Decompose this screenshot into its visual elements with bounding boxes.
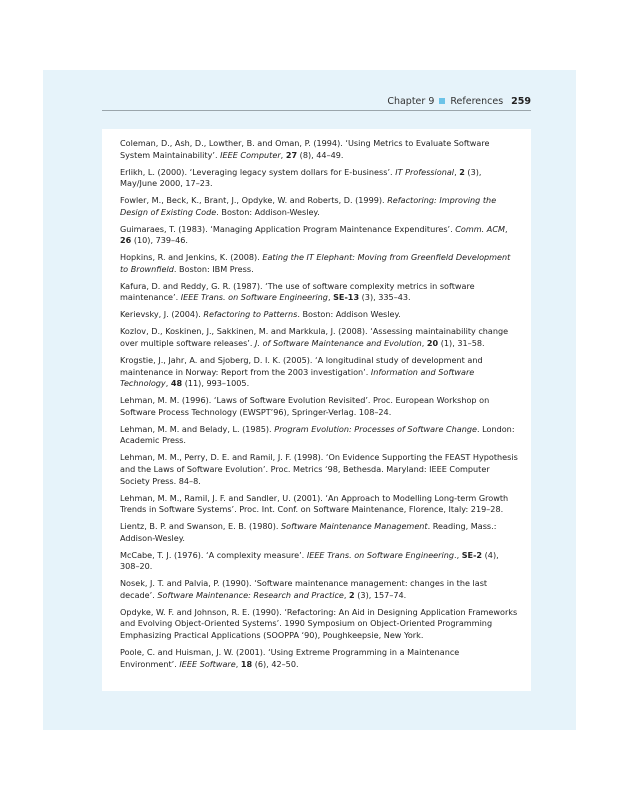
reference-text: . Boston: IBM Press.: [173, 263, 254, 274]
reference-volume: 2: [459, 166, 465, 177]
section-label: References: [450, 96, 504, 107]
reference-volume: 2: [349, 589, 355, 600]
reference-text: ,: [280, 149, 286, 160]
reference-text: . London: Academic Press.: [120, 423, 515, 446]
reference-title: Comm. ACM: [455, 223, 505, 234]
reference-text: ,: [165, 378, 171, 389]
reference-text: McCabe, T. J. (1976). ‘A complexity measure’.: [120, 549, 307, 560]
reference-text: Kozlov, D., Koskinen, J., Sakkinen, M. and Markkula, J. (2008). ‘Assessing maintainability change over multiple software releases’.: [120, 326, 509, 349]
reference-title: IEEE Trans. on Software Engineering: [306, 549, 454, 560]
reference-entry: [120, 281, 518, 304]
reference-entry: [120, 493, 518, 516]
reference-text: Erlikh, L. (2000). ‘Leveraging legacy system dollars for E-business’.: [120, 166, 396, 177]
page-number: 259: [511, 96, 531, 107]
reference-text: (1), 31–58.: [438, 338, 485, 349]
reference-text: Lientz, B. P. and Swanson, E. B. (1980).: [120, 521, 282, 532]
reference-entry: [120, 138, 518, 161]
reference-title: IEEE Computer: [220, 149, 281, 160]
reference-text: . Boston: Addison Wesley.: [297, 309, 401, 320]
reference-text: . Reading, Mass.: Addison-Wesley.: [120, 521, 497, 543]
reference-volume: SE-2: [461, 549, 483, 560]
reference-title: IT Professional: [395, 166, 455, 177]
reference-title: Software Maintenance: Research and Practice: [157, 589, 344, 600]
chapter-label: Chapter 9: [387, 96, 435, 107]
reference-text: .,: [454, 549, 462, 560]
reference-text: ,: [454, 166, 460, 177]
reference-entry: [120, 195, 518, 218]
reference-text: Fowler, M., Beck, K., Brant, J., Opdyke, W. and Roberts, D. (1999).: [120, 195, 388, 206]
reference-text: Krogstie, J., Jahr, A. and Sjoberg, D. I. K. (2005). ‘A longitudinal study of development and maintenance in Norway: Report from the 2003 investigation’.: [120, 355, 483, 377]
reference-title: Refactoring to Patterns: [203, 309, 298, 320]
square-bullet-icon: [439, 98, 445, 104]
reference-entry: [120, 550, 518, 573]
reference-text: ,: [343, 589, 350, 600]
reference-text: (11), 993–1005.: [182, 378, 250, 389]
reference-text: Coleman, D., Ash, D., Lowther, B. and Oman, P. (1994). ‘Using Metrics to Evaluate Software System Maintainability’.: [120, 138, 490, 160]
reference-entry: [120, 167, 518, 190]
reference-text: ,: [235, 658, 241, 669]
reference-entry: [120, 647, 518, 670]
reference-entry: [120, 521, 518, 544]
reference-text: (3), May/June 2000, 17–23.: [120, 166, 482, 189]
reference-title: Software Maintenance Management: [281, 521, 428, 532]
reference-text: Lehman, M. M. (1996). ‘Laws of Software Evolution Revisited’. Proc. European Workshop on Software Process Technology (EWSPT’96), Springer-Verlag. 108–24.: [120, 395, 490, 417]
reference-entry: [120, 326, 518, 349]
reference-text: (3), 157–74.: [354, 589, 407, 600]
reference-volume: 20: [426, 338, 439, 349]
reference-title: Information and Software Technology: [120, 366, 475, 389]
reference-entry: [120, 309, 518, 321]
reference-entry: [120, 607, 518, 642]
reference-list: [120, 138, 518, 676]
reference-text: ,: [421, 338, 427, 349]
reference-text: ,: [327, 292, 334, 303]
reference-title: J. of Software Maintenance and Evolution: [255, 338, 422, 349]
reference-entry: [120, 252, 518, 275]
running-header: [102, 96, 531, 111]
reference-text: (10), 739–46.: [131, 235, 188, 246]
reference-text: (6), 42–50.: [252, 658, 299, 669]
reference-title: Refactoring: Improving the Design of Existing Code: [120, 195, 497, 217]
reference-text: Kerievsky, J. (2004).: [120, 309, 204, 320]
reference-text: Lehman, M. M., Perry, D. E. and Ramil, J. F. (1998). ‘On Evidence Supporting the FEAST Hypothesis and the Laws of Software Evolution’. Proc. Metrics ‘98, Bethesda. Maryland: IEEE Computer Society Press. 84–8.: [120, 452, 518, 486]
reference-volume: SE-13: [333, 292, 360, 303]
reference-text: (3), 335–43.: [359, 292, 411, 303]
reference-volume: 18: [240, 658, 253, 669]
reference-title: Eating the IT Elephant: Moving from Greenfield Development to Brownfield: [120, 252, 511, 274]
reference-text: Opdyke, W. F. and Johnson, R. E. (1990). ‘Refactoring: An Aid in Designing Application Frameworks and Evolving Object-Oriented Systems’. 1990 Symposium on Object-Oriented Programming Emphasizing Practical Applications (SOOPPA ‘90), Poughkeepsie, New York.: [120, 606, 518, 641]
reference-text: (4), 308–20.: [120, 549, 499, 572]
reference-volume: 48: [170, 378, 183, 389]
reference-text: ,: [504, 223, 508, 234]
reference-entry: [120, 224, 518, 247]
reference-text: Nosek, J. T. and Palvia, P. (1990). ‘Software maintenance management: changes in the last decade’.: [120, 578, 488, 600]
reference-title: Program Evolution: Processes of Software Change: [274, 423, 477, 434]
reference-text: Poole, C. and Huisman, J. W. (2001). ‘Using Extreme Programming in a Maintenance Environment’.: [120, 647, 460, 669]
reference-title: IEEE Trans. on Software Engineering: [180, 292, 328, 303]
reference-title: IEEE Software: [179, 658, 236, 669]
reference-volume: 27: [285, 149, 298, 160]
reference-text: (8), 44–49.: [297, 149, 344, 160]
reference-entry: [120, 452, 518, 487]
reference-text: Kafura, D. and Reddy, G. R. (1987). ‘The use of software complexity metrics in software maintenance’.: [120, 280, 475, 303]
reference-entry: [120, 395, 518, 418]
reference-entry: [120, 578, 518, 601]
reference-text: Lehman, M. M. and Belady, L. (1985).: [120, 423, 275, 434]
reference-entry: [120, 355, 518, 390]
reference-text: Hopkins, R. and Jenkins, K. (2008).: [120, 252, 263, 263]
reference-entry: [120, 424, 518, 447]
reference-text: . Boston: Addison-Wesley.: [216, 206, 320, 217]
reference-text: Guimaraes, T. (1983). ‘Managing Application Program Maintenance Expenditures’.: [120, 223, 456, 234]
reference-text: Lehman, M. M., Ramil, J. F. and Sandler, U. (2001). ‘An Approach to Modelling Long-term Growth Trends in Software Systems’. Proc. Int. Conf. on Software Maintenance, Florence, Italy: 219–28.: [120, 492, 509, 515]
reference-volume: 26: [120, 235, 132, 246]
